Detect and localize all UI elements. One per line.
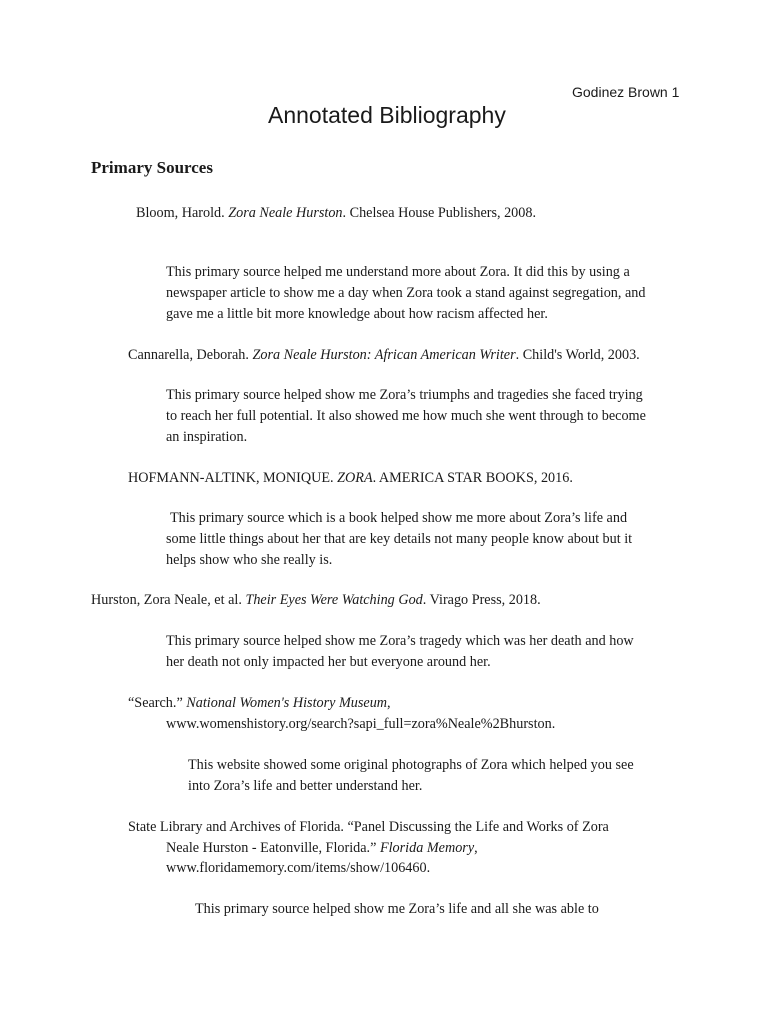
document-title: Annotated Bibliography bbox=[268, 102, 506, 128]
annotation-hofmann-altink bbox=[166, 508, 632, 570]
annotation-cannarella bbox=[166, 385, 646, 447]
annotation-line: This primary source helped show me Zora’s life and all she was able to bbox=[195, 901, 599, 917]
citation-hurston: Hurston, Zora Neale, et al. Their Eyes Were Watching God. Virago Press, 2018. bbox=[91, 592, 541, 608]
annotation-line: newspaper article to show me a day when Zora took a stand against segregation, and bbox=[166, 284, 646, 301]
annotation-line: This primary source helped show me Zora’s triumphs and tragedies she faced trying bbox=[166, 387, 643, 403]
annotation-search bbox=[188, 755, 634, 797]
annotation-line: some little things about her that are key details not many people know about but it bbox=[166, 530, 633, 547]
annotation-line: This website showed some original photographs of Zora which helped you see bbox=[188, 757, 634, 773]
citation-search: “Search.” National Women's History Museum, bbox=[128, 695, 391, 711]
annotation-line: her death not only impacted her but everyone around her. bbox=[166, 653, 491, 670]
section-heading: Primary Sources bbox=[91, 158, 213, 177]
annotation-line: This primary source which is a book helped show me more about Zora’s life and bbox=[170, 510, 628, 526]
annotation-line: into Zora’s life and better understand her. bbox=[188, 777, 423, 794]
annotation-state-library bbox=[195, 899, 599, 920]
annotation-line: to reach her full potential. It also showed me how much she went through to become bbox=[166, 407, 646, 424]
citation-cannarella: Cannarella, Deborah. Zora Neale Hurston: African American Writer. Child's World, 2003. bbox=[128, 347, 640, 363]
annotation-hurston bbox=[166, 631, 634, 673]
annotation-bloom bbox=[166, 262, 645, 324]
annotation-line: helps show who she really is. bbox=[166, 551, 333, 568]
annotation-line: This primary source helped show me Zora’s tragedy which was her death and how bbox=[166, 633, 634, 649]
annotation-line: gave me a little bit more knowledge about how racism affected her. bbox=[166, 305, 548, 322]
citation-state-library-line2: Neale Hurston - Eatonville, Florida.” Florida Memory, bbox=[166, 840, 478, 856]
citation-bloom: Bloom, Harold. Zora Neale Hurston. Chelsea House Publishers, 2008. bbox=[136, 205, 537, 221]
citation-search-url: www.womenshistory.org/search?sapi_full=zora%Neale%2Bhurston. bbox=[166, 716, 556, 732]
running-header: Godinez Brown 1 bbox=[572, 84, 680, 100]
citation-hofmann-altink: HOFMANN-ALTINK, MONIQUE. ZORA. AMERICA STAR BOOKS, 2016. bbox=[128, 470, 573, 486]
annotation-line: This primary source helped me understand more about Zora. It did this by using a bbox=[166, 264, 630, 280]
citation-state-library: State Library and Archives of Florida. “Panel Discussing the Life and Works of Zora bbox=[128, 819, 609, 835]
annotation-line: an inspiration. bbox=[166, 428, 248, 445]
citation-state-library-url: www.floridamemory.com/items/show/106460. bbox=[166, 860, 431, 876]
